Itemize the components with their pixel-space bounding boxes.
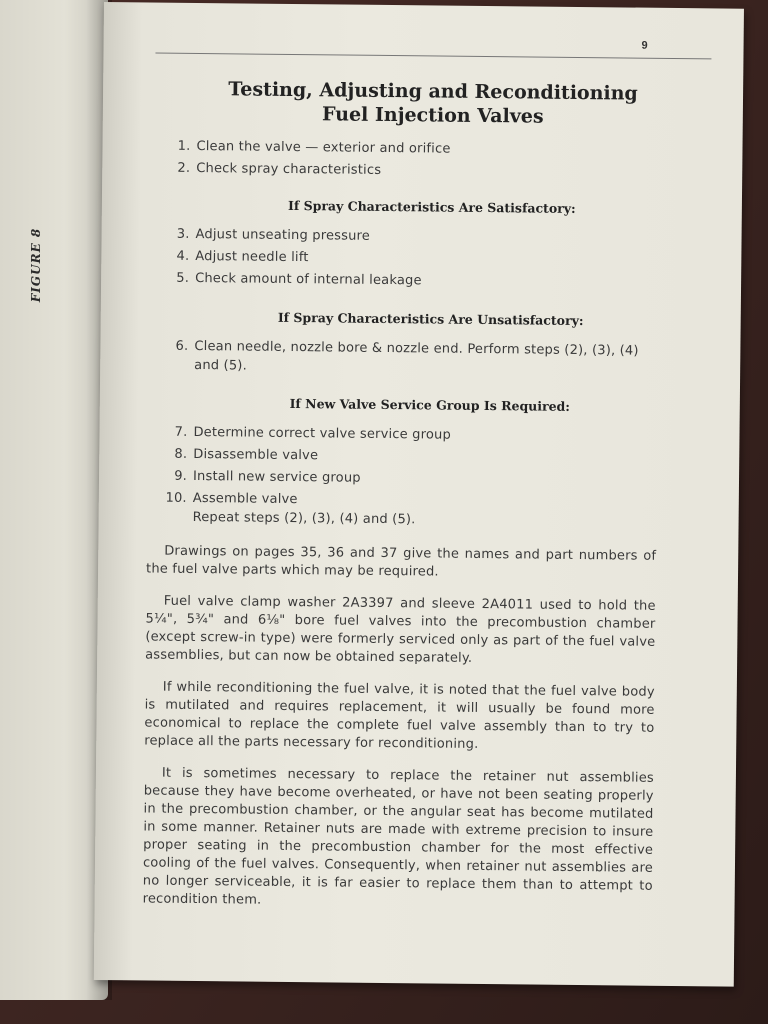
- heading-new-service-group: If New Valve Service Group Is Required:: [289, 395, 571, 414]
- step-text: Determine correct valve service group: [193, 424, 452, 443]
- list-item: [163, 247, 683, 271]
- step-text: Clean the valve — exterior and orifice: [196, 138, 451, 157]
- step-text: Clean needle, nozzle bore & nozzle end. Perform steps (2), (3), (4): [194, 338, 639, 359]
- paragraph-retainer-nuts: It is sometimes necessary to replace the retainer nut assemblies because they have become overheated, or have not been seating properly in the precombustion chamber, or the angular seat has become mutilated in some manner. Retainer nuts are made with extreme precision to insure proper seating in the precombustion chamber for the most effective cooling of the fuel valves. Consequently, when retainer nut assemblies are no longer serviceable, it is far easier to replace them than to attempt to recondition them.: [142, 765, 654, 908]
- step-number: 3.: [176, 226, 190, 242]
- heading-satisfactory: If Spray Characteristics Are Satisfactory:: [287, 197, 576, 216]
- list-item: [161, 467, 681, 491]
- title-line-1: Testing, Adjusting and Reconditioning: [228, 78, 638, 105]
- list-item: [164, 137, 684, 161]
- paragraph-reconditioning: If while reconditioning the fuel valve, it is noted that the fuel valve body is mutilated and requires replacement, it will usually be found more economical to replace the complete fuel valve assembly than to try to replace all the parts necessary for reconditioning.: [144, 679, 655, 752]
- list-item: [161, 423, 681, 447]
- list-item: [163, 269, 683, 293]
- page-title: [155, 77, 711, 131]
- step-text: Check amount of internal leakage: [195, 270, 422, 289]
- list-item: [163, 225, 683, 249]
- step-text: Adjust needle lift: [195, 248, 309, 266]
- step-continuation: Repeat steps (2), (3), (4) and (5).: [192, 509, 416, 528]
- step-number: 10.: [165, 490, 187, 506]
- step-text: Assemble valve: [192, 490, 298, 508]
- list-item: [162, 337, 682, 380]
- step-number: 6.: [175, 338, 189, 354]
- figure-label: FIGURE 8: [29, 227, 43, 303]
- step-text: Disassemble valve: [193, 446, 319, 464]
- step-continuation: and (5).: [194, 357, 248, 374]
- step-number: 5.: [176, 270, 190, 286]
- list-item: [161, 489, 681, 532]
- title-line-2: Fuel Injection Valves: [321, 103, 544, 128]
- step-number: 7.: [174, 424, 188, 440]
- step-text: Check spray characteristics: [196, 160, 382, 178]
- step-number: 9.: [174, 468, 188, 484]
- page-number: 9: [641, 39, 648, 52]
- list-item: [164, 159, 684, 183]
- step-text: Adjust unseating pressure: [195, 226, 371, 244]
- document-page: [94, 2, 744, 987]
- paragraph-drawings: Drawings on pages 35, 36 and 37 give the names and part numbers of the fuel valve parts which may be required.: [145, 543, 657, 580]
- paragraph-clamp-washer: Fuel valve clamp washer 2A3397 and sleeve 2A4011 used to hold the 5¼", 5¾" and 6⅛" bore fuel valves into the precombustion chamber (except screw-in type) were formerly serviced only as part of the fuel valve assemblies, but can now be obtained separately.: [145, 593, 656, 666]
- list-item: [161, 445, 681, 469]
- header-rule: [155, 53, 711, 60]
- step-number: 8.: [174, 446, 188, 462]
- step-text: Install new service group: [192, 468, 361, 486]
- step-number: 2.: [177, 160, 191, 176]
- heading-unsatisfactory: If Spray Characteristics Are Unsatisfactory:: [277, 309, 584, 329]
- step-number: 4.: [176, 248, 190, 264]
- step-number: 1.: [177, 138, 191, 154]
